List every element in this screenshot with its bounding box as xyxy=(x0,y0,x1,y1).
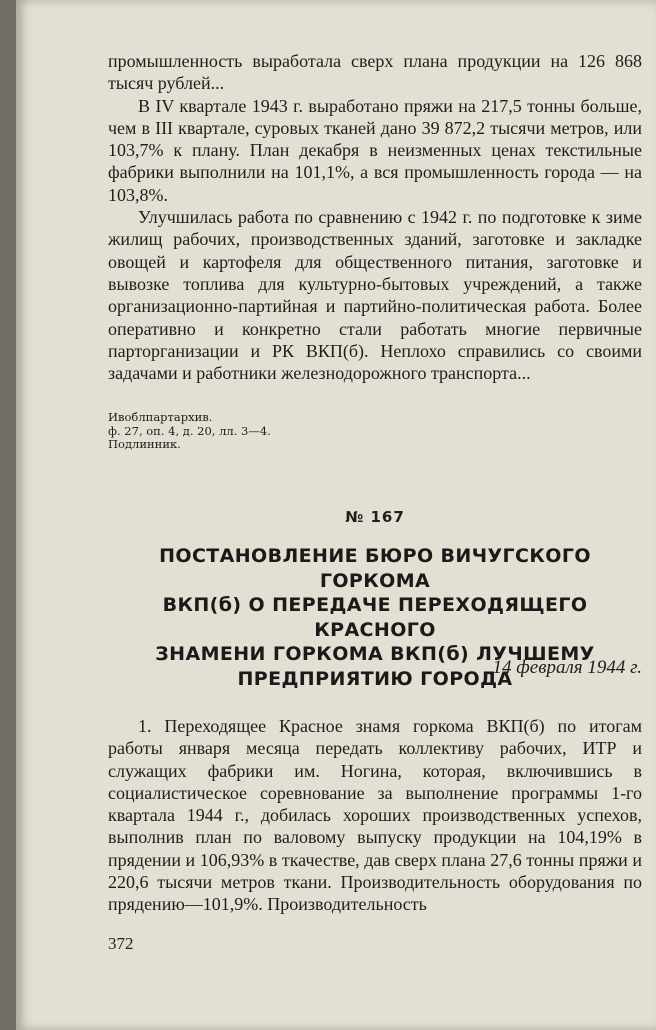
paragraph-improvements: Улучшилась работа по сравнению с 1942 г. по подготовке к зиме жилищ рабочих, производственных зданий, заготовке и закладке овощей и картофеля для общественного питания, заготовке и вывозке топлива для культурно-бытовых учреждений, а также организационно-партийная и партийно-политическая работа. Более оперативно и конкретно стали работать многие первичные парторганизации и РК ВКП(б). Неплохо справились со своими задачами и работники железнодорожного транспорта... xyxy=(108,207,642,384)
paragraph-continuation: промышленность выработала сверх плана продукции на 126 868 тысяч рублей... xyxy=(108,51,642,94)
page-number: 372 xyxy=(108,934,134,953)
paragraph-q4-results: В IV квартале 1943 г. выработано пряжи на 217,5 тонны больше, чем в III квартале, суровых тканей дано 39 872,2 тысячи метров, или 103,7% к плану. План декабря в неизменных ценах текстильные фабрики выполнили на 101,1%, а вся промышленность города — на 103,8%. xyxy=(108,95,642,205)
title-line: ПОСТАНОВЛЕНИЕ БЮРО ВИЧУГСКОГО ГОРКОМА xyxy=(159,545,591,592)
title-line: ПРЕДПРИЯТИЮ ГОРОДА xyxy=(237,667,513,690)
book-page xyxy=(16,0,656,1030)
source-archive: Ивоблпартархив. xyxy=(108,410,213,424)
resolution-text-block xyxy=(108,715,642,916)
intro-text-block xyxy=(108,50,642,384)
document-date: 14 февраля 1944 г. xyxy=(492,657,642,678)
title-line: ВКП(б) О ПЕРЕДАЧЕ ПЕРЕХОДЯЩЕГО КРАСНОГО xyxy=(162,594,588,641)
source-reference: ф. 27, оп. 4, д. 20, лл. 3—4. xyxy=(108,423,271,438)
archive-source-note xyxy=(108,411,642,452)
source-original: Подлинник. xyxy=(108,437,181,451)
title-line: ЗНАМЕНИ ГОРКОМА ВКП(б) ЛУЧШЕМУ xyxy=(155,643,595,665)
resolution-paragraph-1: 1. Переходящее Красное знамя горкома ВКП(б) по итогам работы января месяца передать коллективу рабочих, ИТР и служащих фабрики им. Ногина, которая, включившись в социалистическое соревнование за выполнение программы 1-го квартала 1944 г., добилась хороших производственных успехов, выполнив план по валовому выпуску продукции на 104,19% в прядении и 106,93% в ткачестве, дав сверх плана 27,6 тонны пряжи и 220,6 тысячи метров ткани. Производительность оборудования по прядению—101,9%. Производительность xyxy=(108,716,642,915)
document-number: № 167 xyxy=(345,508,405,526)
